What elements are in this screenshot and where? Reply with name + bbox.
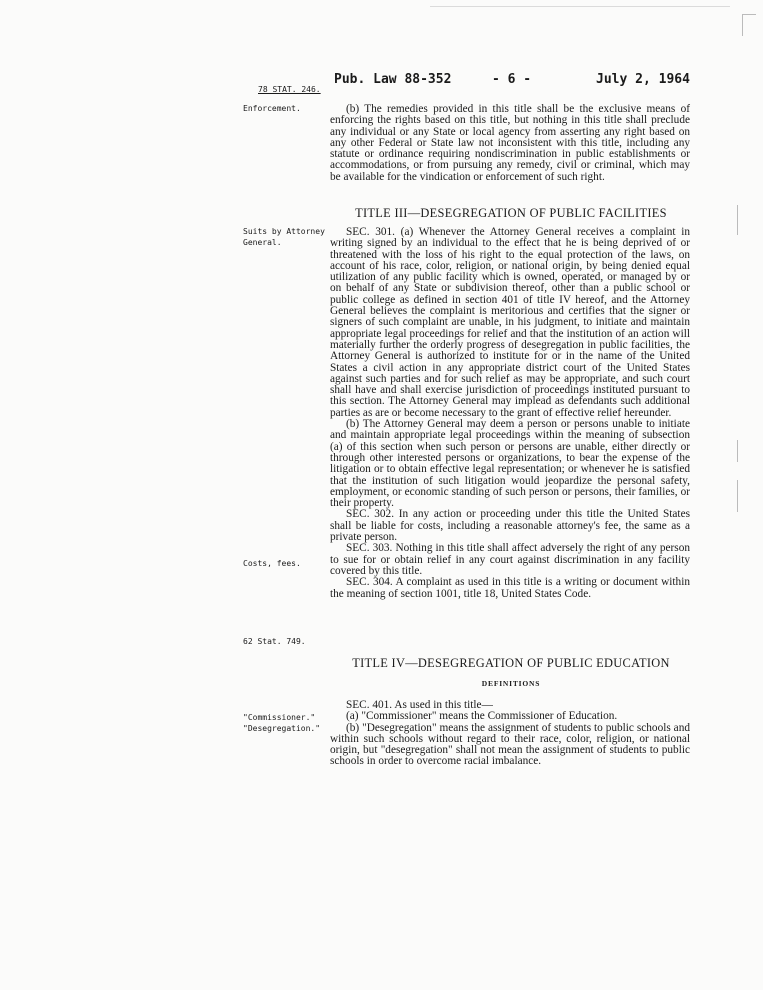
scan-mark-corner — [742, 14, 743, 36]
scan-mark-right2 — [737, 440, 738, 462]
definition-commissioner: (a) "Commissioner" means the Commissioner of Education. — [346, 710, 618, 723]
definition-desegregation: (b) "Desegregation" means the assignment of students to public schools and within such schools without regard to their race, color, religion, or national origin, but "desegregation" shall not mean the assignment of students to public schools in order to overcome racial imbalance. — [330, 721, 690, 768]
title-3-heading: TITLE III—DESEGREGATION OF PUBLIC FACILITIES — [355, 206, 667, 220]
margin-note-suits: Suits by Attorney General. — [243, 227, 325, 247]
sec-303: SEC. 303. Nothing in this title shall affect adversely the right of any person to sue for or obtain relief in any court against discrimination in any facility covered by this title. — [330, 542, 690, 577]
scan-mark-right1 — [737, 205, 738, 235]
title-3-body — [330, 227, 690, 600]
stat-reference: 78 STAT. 246. — [258, 85, 321, 94]
margin-note-enforcement: Enforcement. — [243, 104, 301, 113]
margin-note-costs: Costs, fees. — [243, 559, 301, 568]
sec-302: SEC. 302. In any action or proceeding under this title the United States shall be liable for costs, including a reasonable attorney's fee, the same as a private person. — [330, 508, 690, 544]
scan-mark-right3 — [737, 480, 738, 512]
remedies-paragraph-block — [330, 104, 690, 183]
law-number: Pub. Law 88-352 — [334, 72, 452, 87]
remedies-paragraph: (b) The remedies provided in this title shall be the exclusive means of enforcing the rights based on this title, but nothing in this title shall preclude any individual or any State or local agency from asserting any right based on any other Federal or State law not inconsistent with this title, including any statute or ordinance requiring nondiscrimination in public establishments or accommodations, or from pursuing any remedy, civil or criminal, which may be available for the vindication or enforcement of such right. — [330, 103, 690, 183]
sec-301-a: SEC. 301. (a) Whenever the Attorney General receives a complaint in writing signed by an individual to the effect that he is being deprived of or threatened with the loss of his right to the equal protection of the laws, on account of his race, color, religion, or national origin, by being denied equal utilization of any public facility which is owned, operated, or managed by or on behalf of any State or subdivision thereof, other than a public school or public college as defined in section 401 of title IV hereof, and the Attorney General believes the complaint is meritorious and certifies that the signer or signers of such complaint are unable, in his judgment, to initiate and maintain appropriate legal proceedings for relief and that the institution of an action will materially further the orderly progress of desegregation in public facilities, the Attorney General is authorized to institute for or in the name of the United States a civil action in any appropriate district court of the United States against such parties and for such relief as may be appropriate, and such court shall have and shall exercise jurisdiction of proceedings instituted pursuant to this section. The Attorney General may implead as defendants such additional parties as are or become necessary to the grant of effective relief hereunder. — [330, 226, 690, 419]
law-date: July 2, 1964 — [596, 72, 690, 87]
scan-mark-corner-h — [742, 14, 756, 15]
page-number: - 6 - — [492, 72, 532, 87]
margin-note-desegregation: "Desegregation." — [243, 724, 321, 733]
scan-mark-top — [430, 6, 730, 7]
sec-401: SEC. 401. As used in this title— — [346, 699, 493, 711]
title-4-heading: TITLE IV—DESEGREGATION OF PUBLIC EDUCATION — [352, 656, 670, 670]
definitions-subheading: DEFINITIONS — [481, 679, 541, 688]
margin-note-commissioner: "Commissioner." — [243, 713, 316, 722]
margin-note-stat749: 62 Stat. 749. — [243, 637, 306, 646]
sec-301-b: (b) The Attorney General may deem a person or persons unable to initiate and maintain appropriate legal proceedings within the meaning of subsection (a) of this section when such person or persons are unable, either directly or through other interested persons or organizations, to bear the expense of the litigation or to obtain effective legal representation; or whenever he is satisfied that the institution of such litigation would jeopardize the personal safety, employment, or economic standing of such person or persons, their families, or their property. — [330, 418, 690, 510]
title-4-body — [330, 700, 690, 768]
sec-304: SEC. 304. A complaint as used in this title is a writing or document within the meaning of section 1001, title 18, United States Code. — [330, 576, 690, 600]
